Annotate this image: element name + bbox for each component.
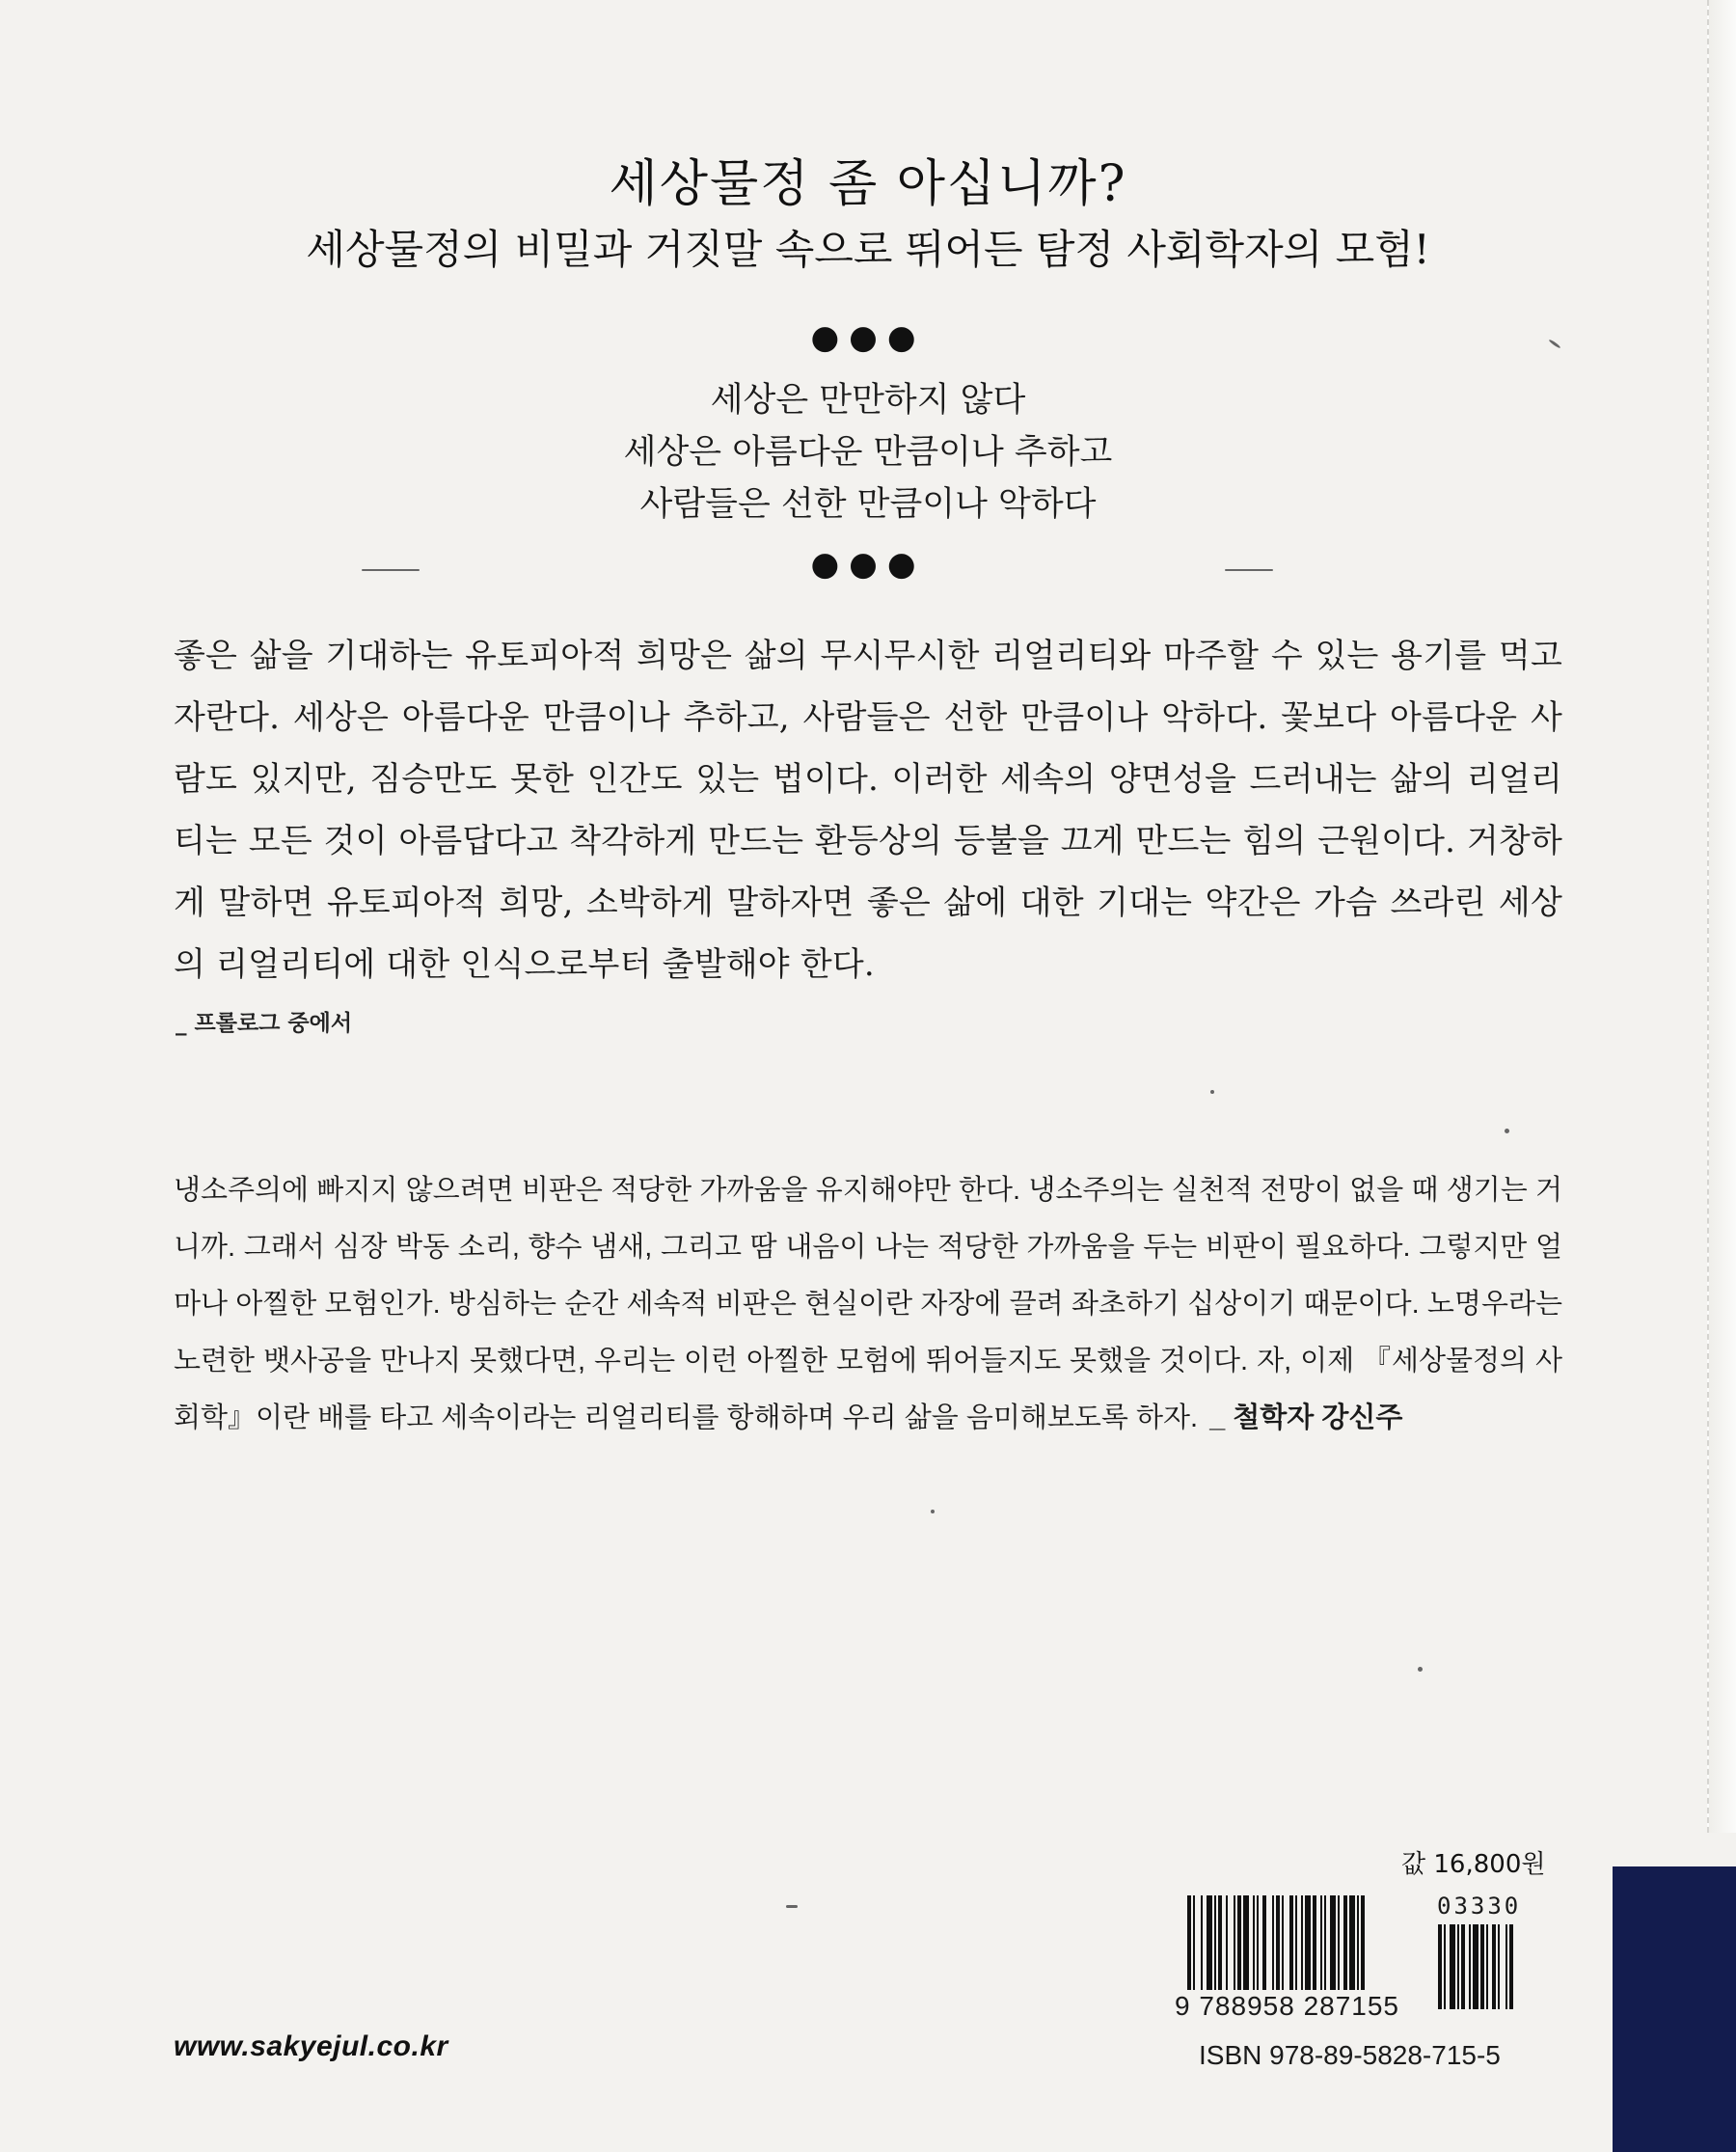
barcode-addon-bar <box>1450 1924 1455 2009</box>
isbn-number: ISBN 978-89-5828-715-5 <box>1199 2040 1501 2070</box>
barcode-addon-bar <box>1480 1924 1484 2009</box>
barcode-addon-bar <box>1473 1924 1478 2009</box>
barcode-addon-bar <box>1444 1924 1446 2009</box>
prologue-source: _ 프롤로그 중에서 <box>176 1011 353 1036</box>
paper-speck <box>1505 1129 1509 1133</box>
barcode-bar <box>1276 1895 1280 1990</box>
subheadline: 세상물정의 비밀과 거짓말 속으로 뛰어든 탐정 사회학자의 모험! <box>306 226 1430 273</box>
paper-speck <box>931 1510 935 1513</box>
barcode-bar <box>1343 1895 1347 1990</box>
barcode-bar <box>1330 1895 1336 1990</box>
barcode-bar <box>1193 1895 1195 1990</box>
barcode-bar <box>1357 1895 1359 1990</box>
barcode-addon-number: 03330 <box>1437 1893 1522 1920</box>
barcode-bar <box>1234 1895 1235 1990</box>
barcode-bar <box>1338 1895 1340 1990</box>
barcode-bar <box>1301 1895 1303 1990</box>
barcode-bar <box>1289 1895 1293 1990</box>
review-quote <box>174 1162 1562 1447</box>
barcode-bar <box>1226 1895 1228 1990</box>
spine-color-block <box>1613 1866 1736 2152</box>
publisher-website: www.sakyejul.co.kr <box>174 2030 448 2062</box>
barcode-addon-bar <box>1505 1924 1507 2009</box>
barcode-bar <box>1361 1895 1365 1990</box>
review-signature: _ 철학자 강신주 <box>1209 1403 1403 1433</box>
barcode-bar <box>1305 1895 1311 1990</box>
headline: 세상물정 좀 아십니까? <box>609 155 1127 213</box>
barcode-bar <box>1257 1895 1259 1990</box>
tagline-line: 사람들은 선한 만큼이나 악하다 <box>639 485 1097 524</box>
prologue-excerpt: 좋은 삶을 기대하는 유토피아적 희망은 삶의 무시무시한 리얼리티와 마주할 수 있는 용기를 먹고 자란다. 세상은 아름다운 만큼이나 추하고, 사람들은 선한 만큼이나 악하다. 꽃보다 아름다운 사람도 있지만, 짐승만도 못한 인간도 있는 법이다. 이러한 세속의 양면성을 드러내는 삶의 리얼리티는 모든 것이 아름답다고 착각하게 만드는 환등상의 등불을 끄게 만드는 힘의 근원이다. 거창하게 말하면 유토피아적 희망, 소박하게 말하자면 좋은 삶에 대한 기대는 약간은 가슴 쓰라린 세상의 리얼리티에 대한 인식으로부터 출발해야 한다. <box>174 637 1562 984</box>
tagline <box>0 374 1736 531</box>
tagline-line: 세상은 아름다운 만큼이나 추하고 <box>623 433 1113 472</box>
barcode-bar <box>1313 1895 1316 1990</box>
barcode-addon-bar <box>1486 1924 1488 2009</box>
barcode-bar <box>1237 1895 1241 1990</box>
barcode-addon-bar <box>1457 1924 1459 2009</box>
barcode-bar <box>1201 1895 1203 1990</box>
separator-dots-bottom: ●●● <box>810 545 926 584</box>
barcode-bar <box>1349 1895 1355 1990</box>
barcode-bar <box>1320 1895 1322 1990</box>
paper-speck <box>786 1905 798 1908</box>
review-text: 냉소주의에 빠지지 않으려면 비판은 적당한 가까움을 유지해야만 한다. 냉소주의는 실천적 전망이 없을 때 생기는 거니까. 그래서 심장 박동 소리, 향수 냄새, 그리고 땀 내음이 나는 적당한 가까움을 두는 비판이 필요하다. 그렇지만 얼마나 아찔한 모험인가. 방심하는 순간 세속적 비판은 현실이란 자장에 끌려 좌초하기 십상이기 때문이다. 노명우라는 노련한 뱃사공을 만나지 못했다면, 우리는 이런 아찔한 모험에 뛰어들지도 못했을 것이다. 자, 이제 『세상물정의 사회학』이란 배를 타고 세속이라는 리얼리티를 항해하며 우리 삶을 음미해보도록 하자. <box>174 1175 1562 1433</box>
paper-speck <box>1418 1667 1423 1672</box>
barcode-addon-bar <box>1492 1924 1496 2009</box>
barcode-addon-bar <box>1461 1924 1465 2009</box>
barcode-bar <box>1214 1895 1216 1990</box>
barcode-addon-bar <box>1438 1924 1442 2009</box>
barcode-bar <box>1243 1895 1249 1990</box>
barcode-bar <box>1218 1895 1222 1990</box>
barcode-addon-bar <box>1509 1924 1513 2009</box>
barcode-bar <box>1282 1895 1284 1990</box>
tagline-line: 세상은 만만하지 않다 <box>710 381 1026 420</box>
barcode-bar <box>1253 1895 1255 1990</box>
barcode-bar <box>1262 1895 1266 1990</box>
barcode-bar <box>1207 1895 1212 1990</box>
separator-dots-top: ●●● <box>810 318 926 357</box>
barcode-addon-bar <box>1469 1924 1471 2009</box>
barcode-bar <box>1295 1895 1297 1990</box>
price-label: 값 16,800원 <box>1401 1850 1546 1879</box>
barcode-bar <box>1272 1895 1274 1990</box>
paper-speck <box>362 569 420 571</box>
barcode-addon-bar <box>1498 1924 1500 2009</box>
barcode-bar <box>1187 1895 1191 1990</box>
barcode-digits: 9 788958 287155 <box>1175 1991 1399 2021</box>
barcode-bar <box>1324 1895 1326 1990</box>
paper-speck <box>1210 1090 1214 1094</box>
paper-speck <box>1225 569 1273 571</box>
